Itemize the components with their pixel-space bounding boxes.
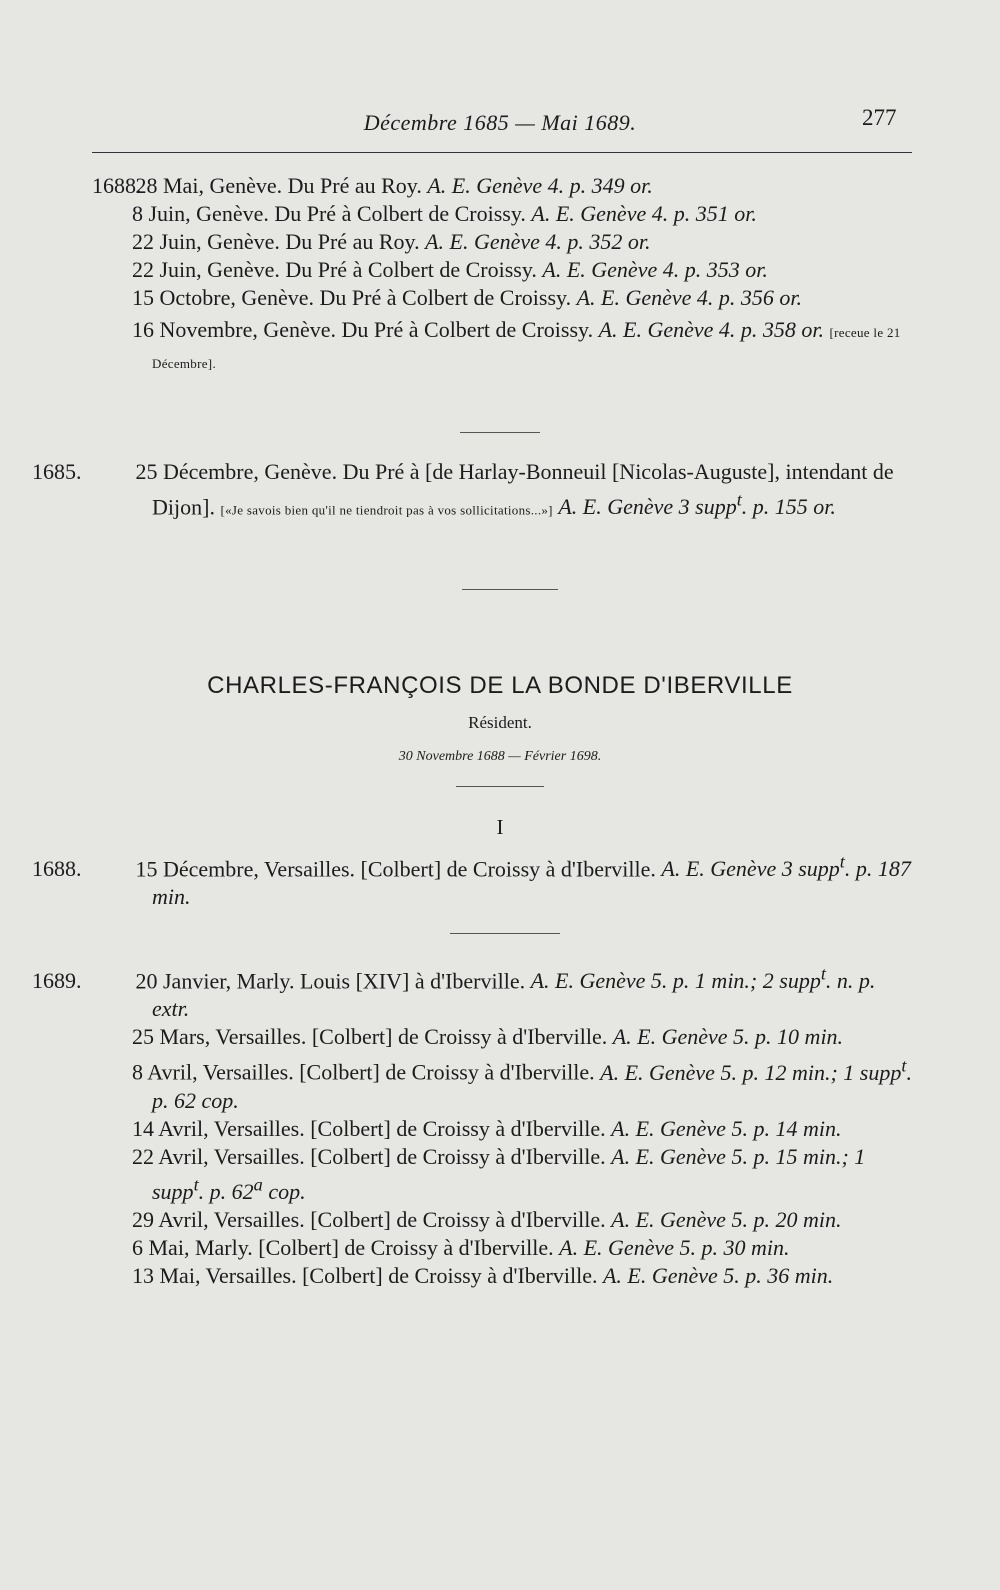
entry-reference: A. E. Genève 4. p. 351 or. (531, 201, 757, 226)
entry-text: 22 Juin, Genève. Du Pré à Colbert de Croissy. (132, 257, 537, 282)
entry-reference: A. E. Genève 5. p. 36 min. (602, 1262, 834, 1288)
entry-note: [receue le 21 Décembre]. (152, 325, 901, 371)
entry-text: 14 Avril, Versailles. [Colbert] de Croissy à d'Iberville. (132, 1115, 606, 1141)
list-item (92, 316, 912, 378)
list-item (92, 284, 912, 312)
entry-note: [«Je savois bien qu'il ne tiendroit pas à vos sollicitations...»] (220, 502, 553, 518)
entry-reference: A. E. Genève 5. p. 10 min. (612, 1024, 844, 1050)
list-item (92, 1143, 912, 1206)
entry-text: 20 Janvier, Marly. Louis [XIV] à d'Iberville. (135, 968, 526, 994)
entry-year: 1685. (32, 459, 82, 484)
list-item (32, 458, 912, 524)
entry-text: 29 Avril, Versailles. [Colbert] de Croissy à d'Iberville. (132, 1206, 606, 1232)
entry-reference: A. E. Genève 3 supp$^t$. p. 187 min. (152, 852, 911, 910)
entry-text: 25 Décembre, Genève. Du Pré à [de Harlay-Bonneuil [Nicolas-Auguste], intendant de Dijon]. (135, 459, 894, 520)
entry-reference: A. E. Genève 5. p. 15 min.; 1 supp$^t$. p. 62$^a$ cop. (152, 1143, 866, 1204)
separator-rule (460, 432, 540, 433)
list-item (92, 1206, 912, 1234)
entry-reference: A. E. Genève 5. p. 20 min. (611, 1206, 842, 1232)
separator-rule (462, 589, 558, 590)
entry-reference: A. E. Genève 5. p. 1 min.; 2 supp$^t$. n. p. extr. (152, 964, 876, 1022)
entry-text: 15 Décembre, Versailles. [Colbert] de Croissy à d'Iberville. (135, 856, 656, 882)
entry-reference: A. E. Genève 4. p. 356 or. (576, 285, 803, 310)
entry-text: 25 Mars, Versailles. [Colbert] de Croissy à d'Iberville. (132, 1024, 608, 1050)
entry-reference: A. E. Genève 5. p. 12 min.; 1 supp$^t$. p. 62 cop. (152, 1055, 912, 1113)
list-item (32, 848, 912, 911)
entry-text: 22 Juin, Genève. Du Pré au Roy. (132, 229, 420, 254)
entry-text: 15 Octobre, Genève. Du Pré à Colbert de Croissy. (132, 285, 572, 310)
running-header-title: Décembre 1685 — Mai 1689. (363, 110, 637, 135)
entry-reference: A. E. Genève 4. p. 349 or. (427, 173, 653, 198)
list-item (92, 172, 912, 200)
separator-rule (456, 786, 544, 787)
entry-year: 1689. (32, 968, 82, 994)
list-item (92, 256, 912, 284)
entry-reference: A. E. Genève 5. p. 30 min. (559, 1234, 790, 1260)
separator-rule (450, 933, 560, 934)
entry-text: 8 Avril, Versailles. [Colbert] de Croissy à d'Iberville. (132, 1059, 595, 1085)
entry-text: 28 Mai, Genève. Du Pré au Roy. (135, 173, 422, 198)
list-item (92, 1115, 912, 1143)
entry-reference: A. E. Genève 4. p. 352 or. (425, 229, 651, 254)
list-item (92, 228, 912, 256)
entry-year: 1688. (32, 856, 82, 882)
entry-text: 13 Mai, Versailles. [Colbert] de Croissy à d'Iberville. (132, 1262, 598, 1288)
entry-reference: A. E. Genève 5. p. 14 min. (611, 1115, 842, 1141)
section-title: CHARLES-FRANÇOIS DE LA BONDE D'IBERVILLE (207, 672, 793, 699)
list-item (92, 200, 912, 228)
list-item (92, 1234, 912, 1262)
list-item (32, 960, 912, 1023)
section-dates: 30 Novembre 1688 — Février 1698. (398, 749, 602, 764)
entry-text: 6 Mai, Marly. [Colbert] de Croissy à d'Iberville. (132, 1234, 554, 1260)
header-rule (92, 152, 912, 153)
entry-text: 16 Novembre, Genève. Du Pré à Colbert de Croissy. (132, 317, 594, 342)
list-item (92, 1262, 912, 1290)
entry-text: 22 Avril, Versailles. [Colbert] de Croissy à d'Iberville. (132, 1143, 606, 1169)
entry-text: 8 Juin, Genève. Du Pré à Colbert de Croissy. (132, 201, 526, 226)
section-role: Résident. (468, 713, 532, 732)
entry-block-1688-dupre (92, 172, 912, 378)
entry-reference: A. E. Genève 4. p. 353 or. (542, 257, 768, 282)
section-number: I (496, 815, 504, 839)
list-item (92, 1051, 912, 1114)
entry-block-1689 (32, 960, 912, 1290)
list-item (92, 1023, 912, 1051)
entry-block-1688-iberville (32, 848, 912, 911)
entry-block-1685 (32, 458, 912, 524)
page-number: 277 (862, 105, 897, 130)
entry-year: 1688. (92, 173, 142, 198)
entry-reference: A. E. Genève 3 supp$^t$. p. 155 or. (558, 490, 836, 520)
entry-reference: A. E. Genève 4. p. 358 or. (598, 317, 825, 342)
